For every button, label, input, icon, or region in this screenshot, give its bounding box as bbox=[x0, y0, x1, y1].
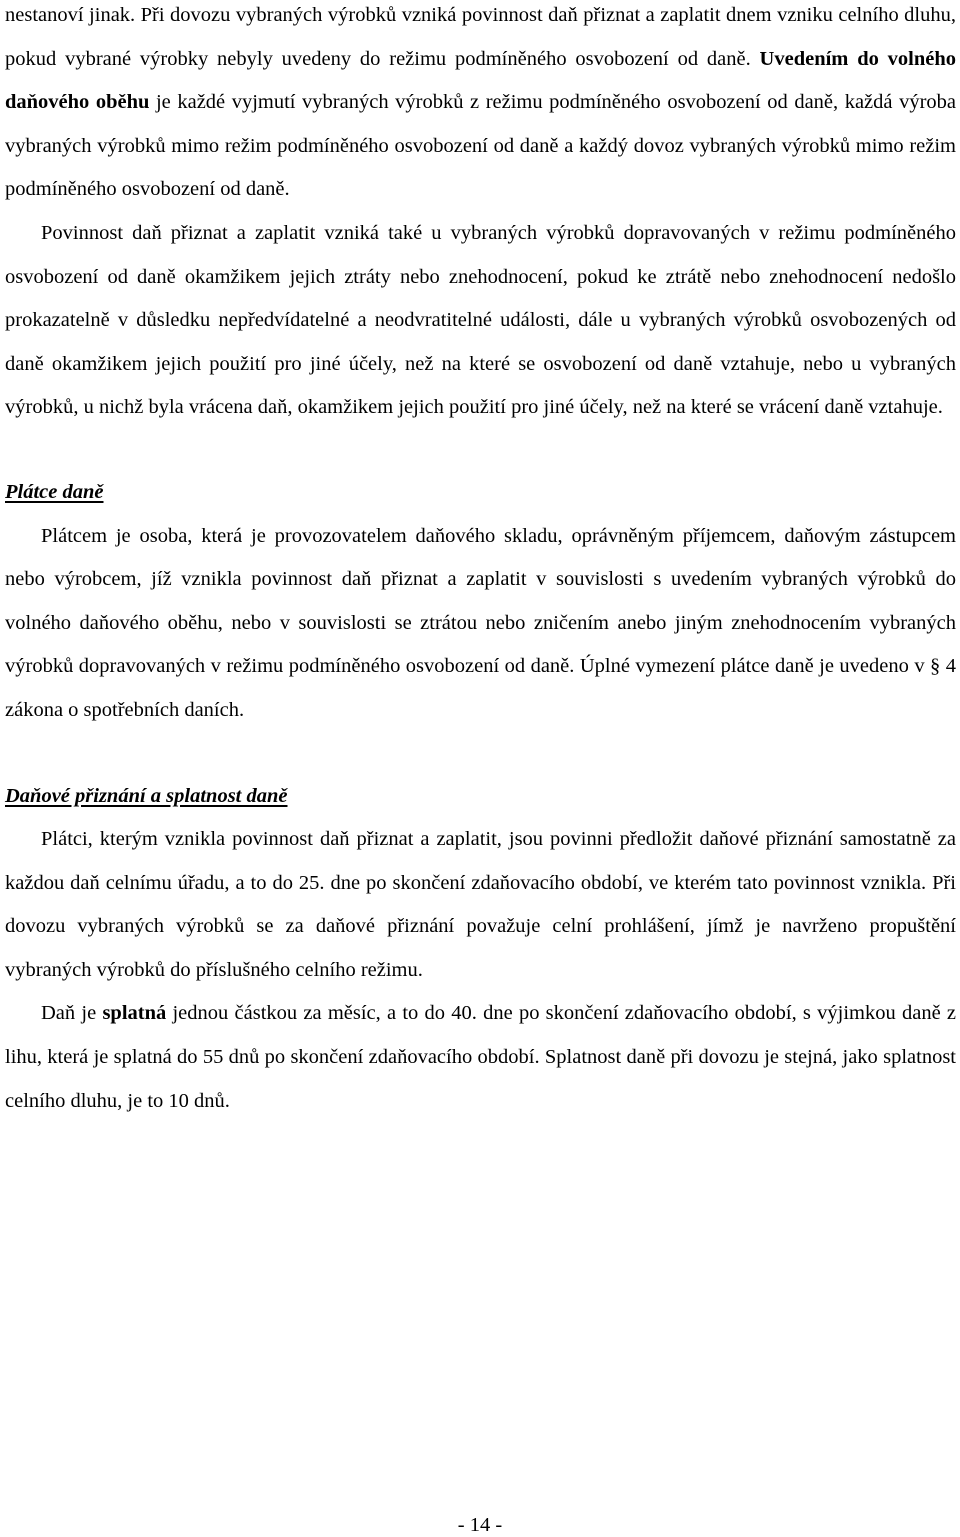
section-heading-taxpayer: Plátce daně bbox=[5, 480, 104, 503]
paragraph-due-date bbox=[5, 992, 956, 1123]
document-page bbox=[5, 0, 956, 1123]
section-heading-tax-return: Daňové přiznání a splatnost daně bbox=[5, 784, 288, 807]
paragraph-tax-return: Plátci, kterým vznikla povinnost daň přiznat a zaplatit, jsou povinni předložit daňové přiznání samostatně za každou daň celnímu úřadu, a to do 25. dne po skončení zdaňovacího období, ve kterém tato povinnost vznikla. Při dovozu vybraných výrobků se za daňové přiznání považuje celní prohlášení, jímž je navrženo propuštění vybraných výrobků do příslušného celního režimu. bbox=[5, 828, 956, 981]
paragraph-text: je každé vyjmutí vybraných výrobků z režimu podmíněného osvobození od daně, každá výroba vybraných výrobků mimo režim podmíněného osvobození od daně a každý dovoz vybraných výrobků mimo režim podmíněného osvobození od daně. bbox=[5, 91, 956, 201]
paragraph-loss-obligation: Povinnost daň přiznat a zaplatit vzniká také u vybraných výrobků dopravovaných v režimu podmíněného osvobození od daně okamžikem jejich ztráty nebo znehodnocení, pokud ke ztrátě nebo znehodnocení nedošlo prokazatelně v důsledku nepředvídatelné a neodvratitelné události, dále u vybraných výrobků osvobozených od daně okamžikem jejich použití pro jiné účely, než na které se osvobození od daně vztahuje, nebo u vybraných výrobků, u nichž byla vrácena daň, okamžikem jejich použití pro jiné účely, než na které se vrácení daně vztahuje. bbox=[5, 221, 956, 419]
bold-term-due: splatná bbox=[102, 1002, 167, 1025]
paragraph-text: Daň je bbox=[41, 1002, 103, 1025]
paragraph-text: jednou částkou za měsíc, a to do 40. dne po skončení zdaňovacího období, s výjimkou daně z lihu, která je splatná do 55 dnů po skončení zdaňovacího období. Splatnost daně při dovozu je stejná, jako splatnost celního dluhu, je to 10 dnů. bbox=[5, 1002, 957, 1112]
spacer bbox=[5, 733, 956, 775]
spacer bbox=[5, 430, 956, 471]
paragraph-tax-liability bbox=[5, 0, 956, 212]
bold-term-free-circulation: Uvedením do volného daňového oběhu bbox=[5, 47, 957, 114]
paragraph-text: nestanoví jinak. Při dovozu vybraných výrobků vzniká povinnost daň přiznat a zaplatit dnem vzniku celního dluhu, pokud vybrané výrobky nebyly uvedeny do režimu podmíněného osvobození od daně. bbox=[5, 4, 956, 70]
page-number: - 14 - bbox=[457, 1514, 503, 1536]
paragraph-taxpayer: Plátcem je osoba, která je provozovatelem daňového skladu, oprávněným příjemcem, daňovým zástupcem nebo výrobcem, jíž vznikla povinnost daň přiznat a zaplatit v souvislosti s uvedením vybraných výrobků do volného daňového oběhu, nebo v souvislosti se ztrátou nebo zničením anebo jiným znehodnocením vybraných výrobků dopravovaných v režimu podmíněného osvobození od daně. Úplné vymezení plátce daně je uvedeno v § 4 zákona o spotřebních daních. bbox=[5, 524, 956, 721]
